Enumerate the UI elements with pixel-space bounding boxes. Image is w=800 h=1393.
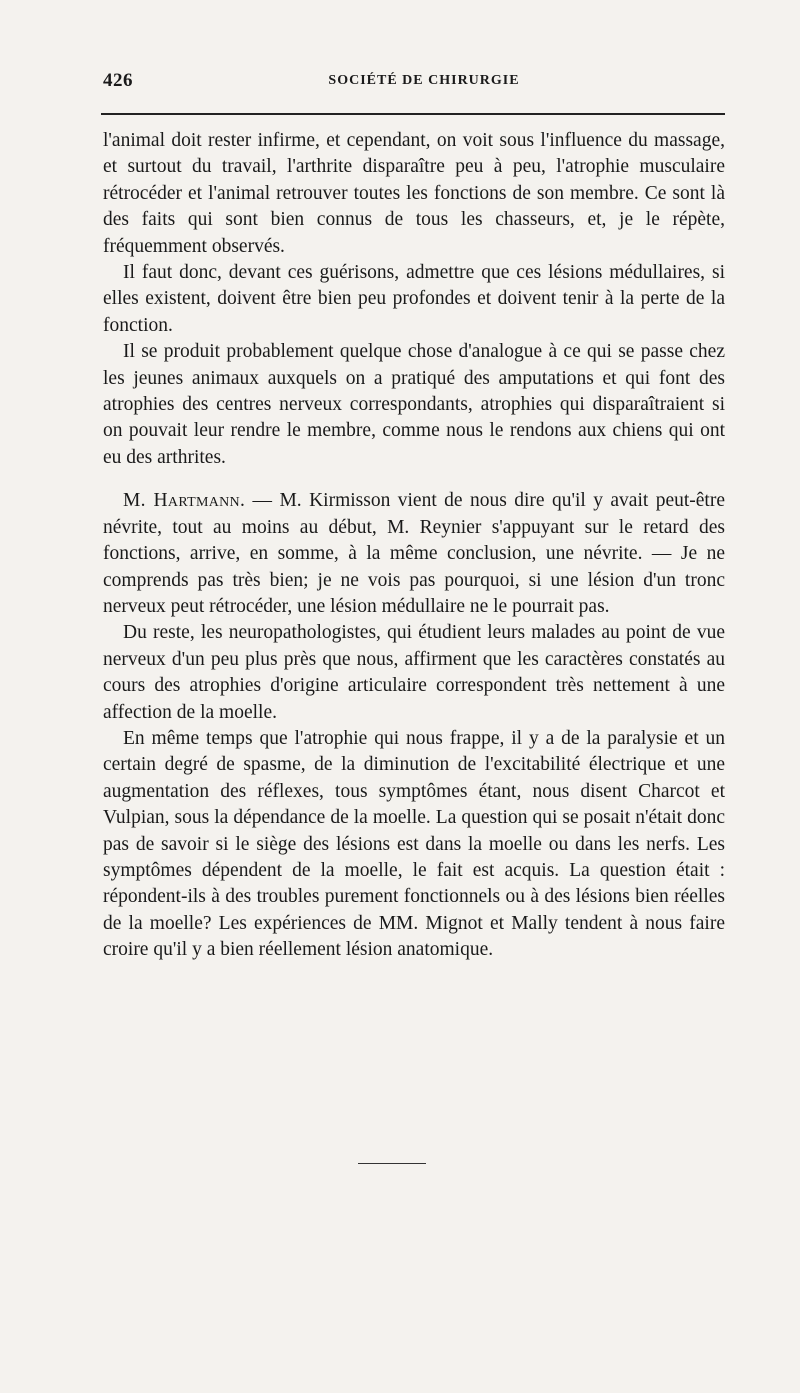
page-header [103,70,725,98]
body-text [103,128,725,964]
header-rule [101,113,725,115]
paragraph-continued: l'animal doit rester infirme, et cependant, on voit sous l'influence du massage, et surtout du travail, l'arthrite disparaître peu à peu, l'atrophie musculaire rétrocéder et l'animal retrouver toutes les fonctions de son membre. Ce sont là des faits qui sont bien connus de tous les chasseurs, et, je le répète, fréquemment observés. [103,130,725,257]
paragraph: Il faut donc, devant ces guérisons, admettre que ces lésions médullaires, si elles existent, doivent être bien peu profondes et doivent tenir à la perte de la fonction. [103,262,725,336]
running-title: SOCIÉTÉ DE CHIRURGIE [328,73,520,88]
paragraph: En même temps que l'atrophie qui nous frappe, il y a de la paralysie et un certain degré de spasme, de la diminution de l'excitabilité électrique et une augmentation des réflexes, tous symptômes étant, nous disent Charcot et Vulpian, sous la dépendance de la moelle. La question qui se posait n'était donc pas de savoir si le siège des lésions est dans la moelle ou dans les nerfs. Les symptômes dépendent de la moelle, le fait est acquis. La question était : répondent-ils à des troubles purement fonctionnels ou à des lésions bien réelles de la moelle? Les expériences de MM. Mignot et Mally tendent à nous faire croire qu'il y a bien réellement lésion anatomique. [103,727,725,961]
page-number: 426 [103,70,133,91]
paragraph: Il se produit probablement quelque chose d'analogue à ce qui se passe chez les jeunes animaux auxquels on a pratiqué des amputations et qui font des atrophies des centres nerveux correspondants, atrophies qui disparaîtraient si on pouvait leur rendre le membre, comme nous le rendons aux chiens qui ont eu des arthrites. [103,341,725,468]
speaker-name: M. Hartmann. [123,490,246,512]
section-end-rule [358,1163,426,1164]
paragraph: Du reste, les neuropathologistes, qui étudient leurs malades au point de vue nerveux d'un peu plus près que nous, affirment que les caractères constatés au cours des atrophies d'origine articulaire correspondent très nettement à une affection de la moelle. [103,622,725,723]
speaker-paragraph [103,488,725,620]
speaker-text: — M. Kirmisson vient de nous dire qu'il y avait peut-être névrite, tout au moins au début, M. Reynier s'appuyant sur le retard des fonctions, arrive, en somme, à la même conclusion, une névrite. — Je ne comprends pas très bien; je ne vois pas pourquoi, si une lésion d'un tronc nerveux peut rétrocéder, une lésion médullaire ne le pourrait pas. [103,490,725,617]
